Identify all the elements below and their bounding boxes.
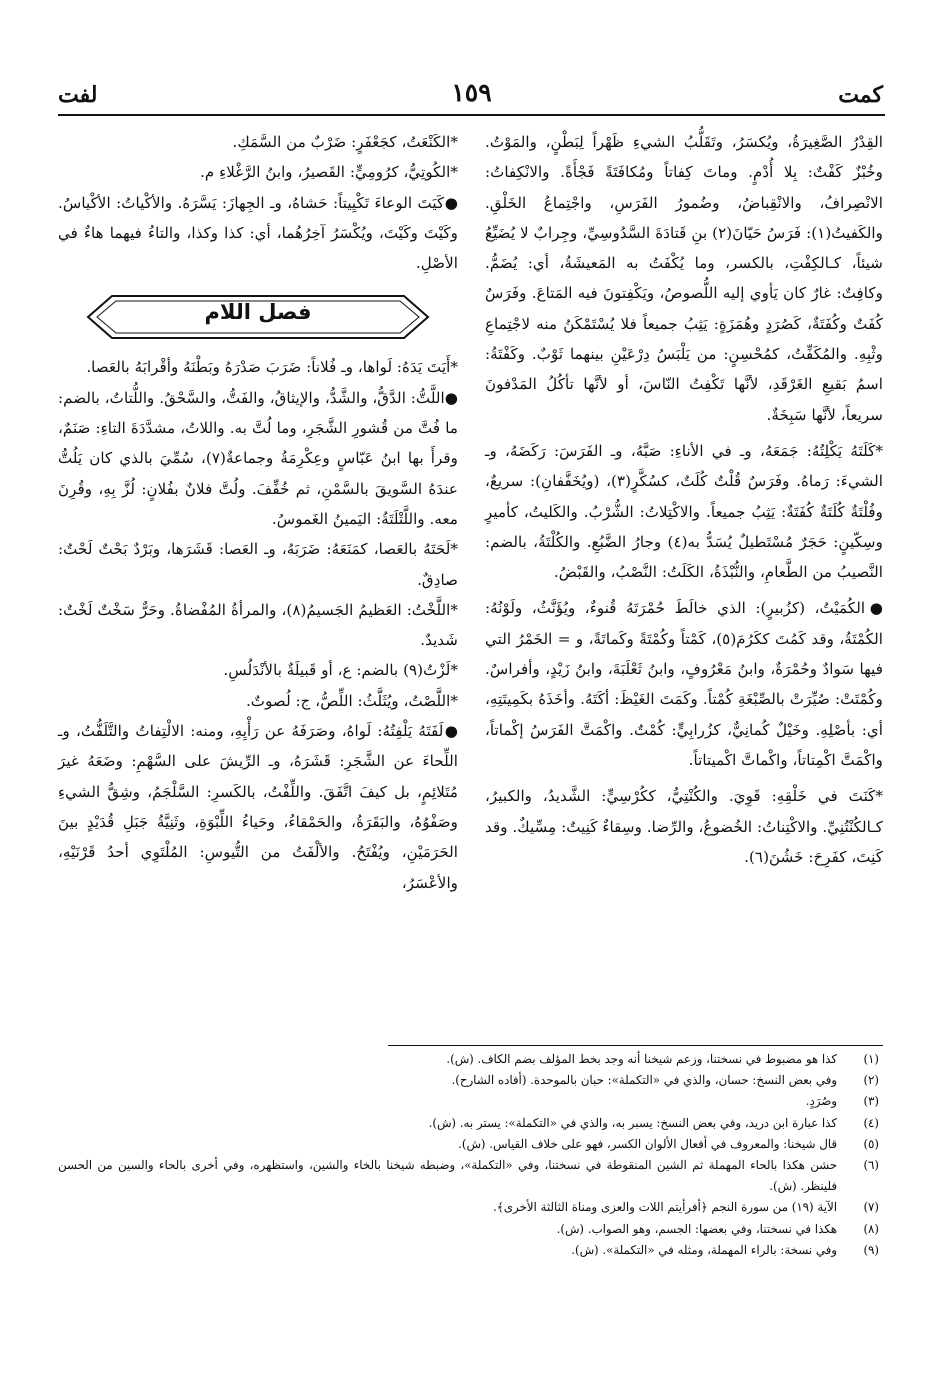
footnote-number: (٤): [863, 1115, 879, 1130]
header-rule: [58, 114, 885, 116]
footnote-rule: [388, 1045, 883, 1046]
footnote: [58, 1197, 883, 1218]
footnote-number: (٥): [863, 1136, 879, 1151]
footnote: [58, 1155, 883, 1197]
footnote: [58, 1134, 883, 1155]
dictionary-entry: ●كَيَتَ الوعاءَ تَكْيِيتاً: حَشاهُ، وـ الجِهازَ: يَسَّرَهُ. والأكْياتُ: الأكْياسُ. وكَيْتَ وكَيْتَ، ويُكْسَرُ آخِرُهُما، أي: كذا وكذا، والتاءُ فيهما هاءٌ في الأصْلِ.: [58, 193, 458, 273]
running-head-right: كمت: [838, 82, 883, 108]
section-heading-box: [82, 292, 434, 342]
dictionary-entry: *الكُوتِيُّ، كرُومِيٍّ: القَصيرُ، وابنُ الرَّغْلاءِ م.: [200, 163, 458, 182]
footnote: [58, 1091, 883, 1112]
footnote-number: (٦): [863, 1158, 879, 1173]
footnote: [58, 1070, 883, 1091]
dictionary-entry: *أَيَتَ يَدَهُ: لَواها، وـ فُلاناً: ضَرَبَ صَدْرَهُ وبَطْنَهُ وأقْرابَهُ بالعَصا.: [86, 358, 458, 377]
dictionary-entry: ●لَفَتَهُ يَلْفِتُهُ: لَواهُ، وصَرَفَهُ عن رَأْيِهِ، ومنه: الالْتِفاتُ والتَّلَفُّتُ، وـ اللِّحاءَ عن الشَّجَرِ: قَشَرَهُ، وـ الرِّيشَ على السَّهْمِ: وضَعَهُ غيرَ مُتَلائِمٍ، بل كيفَ اتَّفَقَ. واللِّفْتُ، بالكَسرِ: السَّلْجَمُ، وشِقُّ الشيءِ وصَفْوُهُ، والبَقَرَةُ، والحَمْقاءُ، وحَياءُ اللِّبْوَةِ، وثَنِيَّةُ جَبَلِ قُدَيْدٍ بينَ الحَرَمَيْنِ، ويُفْتَحُ. والألْفَتُ من التُّيوسِ: المُلْتَوِي أحدُ قَرْنَيْهِ، والأعْسَرُ،: [58, 722, 458, 892]
right-column: [485, 127, 883, 872]
footnote-text: قال شيخنا: والمعروف في أفعال الألوان الكسر، فهو على خلاف القياس. (ش).: [458, 1136, 837, 1151]
footnote-text: وصُرَدٍ.: [805, 1094, 837, 1109]
section-title: فصل اللام: [204, 300, 312, 325]
left-column: [58, 127, 458, 898]
footnote: [58, 1219, 883, 1240]
footnote: [58, 1113, 883, 1134]
dictionary-entry: ●اللَّتُّ: الدَّقُّ، والشَّدُّ، والإيثاقُ، والفَتُّ، والسَّحْقُ. واللُّتاتُ، بالضم: ما فُتَّ من قُشورِ الشَّجَرِ، وما لُتَّ به. واللاتُ، مشدَّدَةَ التاءِ: صَنَمٌ، وقرأَ بها ابنُ عَبّاسٍ وعِكْرِمَةُ وجماعةٌ(٧)، سُمِّيَ بالذي كان يَلُتُّ عندَهُ السَّويقَ بالسَّمْنِ، ثم خُفِّفَ. ولُتَّ فلانٌ بفُلانٍ: لُزَّ بِهِ، وقُرِنَ معه. واللَّتْلَتَةُ: اليَمينُ الغَموسُ.: [58, 388, 458, 528]
footnote-number: (٣): [863, 1094, 879, 1109]
dictionary-entry: *اللَّصْتُ، ويُثَلَّثُ: اللِّصُّ، ج: لُصوتٌ.: [245, 691, 458, 710]
dictionary-entry: *كَنَتَ في خَلْقِهِ: قَوِيَ. والكُنْتِيُّ، ككُرْسِيٍّ: الشَّديدُ، والكبيرُ، كـالكُنْتُنِيِّ. والاكْتِناتُ: الخُضوعُ، والرِّضا. وسِقاءٌ كَنِيتٌ: مِسِّيكٌ. وقد كَنِتَ، كفَرِحَ: خَشُنَ(٦).: [485, 787, 883, 866]
footnote-text: حشن هكذا بالحاء المهملة ثم الشين المنقوطة في نسختنا، وفي «التكملة»، وضبطه شيخنا بالخاء والشين، واستظهره، وفي أخرى بالحاء والسين من الحسن فلينظر. (ش).: [58, 1158, 837, 1194]
footnote-text: الآية (١٩) من سورة النجم ﴿أفرأيتم اللات والعزى ومناة الثالثة الأخرى﴾.: [493, 1200, 837, 1215]
dictionary-entry: *كَلَتَهُ يَكْلِتُهُ: جَمَعَهُ، وـ في الأناءِ: صَبَّهُ، وـ الفَرَسَ: رَكَضَهُ، وـ الشيءَ: رَماهُ. وفَرَسٌ قُلْتٌ كُلَتٌ، كسُكَّرٍ(٣)، (ويُخَفَّفانِ): سريعٌ، وفُلْتَةٌ كُلَتَةٌ كُفَتَةٌ: يَثِبُ جميعاً. والاكْتِلاتُ: الشُّرْبُ. والكَليتُ، كأميرٍ وسِكّينٍ: حَجَرٌ مُسْتَطيلٌ يُسَدُّ به(٤) وجارُ الضَّبُعِ. والكُلْتَةُ، بالضم: النَّصيبُ من الطَّعامِ، والنُّبْذَةُ، الكَلَتُ: النَّصْبُ، والقَبْضُ.: [485, 441, 883, 582]
dictionary-entry: *لَحَتَهُ بالعَصا، كمَنَعَهُ: ضَرَبَهُ، وـ العَصا: قَشَرَها، وبَرْدٌ بَحْتٌ لَحْتٌ: صادِقٌ.: [58, 540, 458, 589]
footnote-number: (٩): [863, 1242, 879, 1257]
footnote-text: وفي بعض النسخ: حسان، والذي في «التكملة»: حبان بالموحدة. (أفاده الشارح).: [451, 1073, 837, 1088]
dictionary-entry: ●الكُمَيْتُ، (كزُبيرٍ): الذي خالَطَ حُمْرَتَهُ قُنوءٌ، ويُؤَنَّثُ، ولَوْنُهُ: الكُمْتَةُ، وقد كَمُتَ ككَرُمَ(٥)، كَمْتاً وكُمْتَةً وكَماتَةً، و = الخَمْرُ التي فيها سَوادٌ وحُمْرَةٌ، وابنُ مَعْرُوفٍ، وابنُ ثَعْلَبَةَ، وابنُ زَيْدٍ، وأفراسٌ. وكُمْتَتْ: صُيِّرَتْ بالصِّبْغَةِ كُمْتاً. وكَمَتَ الغَيْظَ: أكَتَهُ. وأخَذَهُ بكَمِيتَتِهِ، أي: بأصْلِهِ. وخَيْلٌ كُمانِيٌّ، كزُرابِيٍّ: كُمْتٌ. واكْمَتَّ الفَرَسُ إكْماتاً، واكْمَتَّ اكْمِتاتاً، واكْماتَّ اكْميتاتاً.: [485, 599, 883, 769]
footnote: [58, 1049, 883, 1070]
footnote-number: (٧): [863, 1200, 879, 1215]
page-number: ١٥٩: [451, 78, 492, 107]
footnote-text: كذا هو مضبوط في نسختنا، وزعم شيخنا أنه وجد بخط المؤلف بضم الكاف. (ش).: [446, 1052, 837, 1066]
footnote-number: (١): [863, 1052, 879, 1066]
dictionary-entry: القِدْرُ الصَّغِيرَةُ، ويُكسَرُ، وتَقَلُّبُ الشيءِ ظَهْراً لِبَطْنٍ، والمَوْتُ. وخُبْزٌ كَفْتٌ: بِلا أُدْمٍ. وماتَ كِفاتاً ومُكافَتَةً فَجْأَةً. والانْكِفاتُ: الانْصِرافُ، والانْقِباضُ، وضُمورُ الفَرَسِ، واجْتِماعُ الخَلْقِ. والكَفيتُ(١): فَرَسُ حَيّانَ(٢) بنِ قَتادَةَ السَّدُوسِيِّ، وجِرابٌ لا يُضَيِّعُ شيئاً، كـالكِفْتِ، بالكسر، وما يُكْفَتُ به المَعيشَةُ، أي: يُضَمُّ. وكافِتٌ: غارٌ كان يَأوي إليه اللُّصوصُ، ويَكْفِتونَ فيه المَتاعَ. وفَرَسٌ كُفَتٌ وكُفَتَةٌ، كَصُرَدٍ وهُمَزَةٍ: يَثِبُ جميعاً فلا يُسْتَمْكَنُ منه لاجْتِماعِ وثْبِهِ. والمُكَفِّتُ، كمُحْسِنٍ: من يَلْبَسُ دِرْعَيْنِ بينهما ثَوْبٌ. وكَفْتَةُ: اسمُ بَقيعِ الغَرْقَدِ، لأنَّها تَكْفِتُ النّاسَ، أو لأنَّها تأكُلُ المَدْفونَ سريعاً، لأنَّها سَبِخَةٌ.: [485, 133, 883, 424]
footnote: [58, 1240, 883, 1261]
footnote-number: (٢): [863, 1073, 879, 1088]
footnote-number: (٨): [863, 1221, 879, 1236]
footnotes: [58, 1049, 883, 1261]
footnote-text: هكذا في نسختنا، وفي بعضها: الجسم، وهو الصواب. (ش).: [556, 1221, 837, 1236]
footnote-text: وفي نسخة: بالراء المهملة، ومثله في «التكملة». (ش).: [571, 1242, 837, 1257]
dictionary-entry: *لَزْتُ(٩) بالضم: ع، أو قَبيلَةٌ بالأنْدَلُسِ.: [223, 661, 458, 680]
dictionary-entry: *اللَّخْتُ: العَظيمُ الجَسيمُ(٨)، والمرأةُ المُفْضاةُ. وحَرٌّ سَخْتٌ لَخْتٌ: شَديدٌ.: [58, 600, 458, 650]
dictionary-entry: *الكَنْعَتُ، كجَعْفَرٍ: ضَرْبٌ من السَّمَكِ.: [232, 133, 458, 151]
footnote-text: كذا عبارة ابن دريد، وفي بعض النسخ: يسبر به، والذي في «التكملة»: يستر به. (ش).: [428, 1115, 837, 1130]
running-head-left: لفت: [58, 82, 98, 108]
